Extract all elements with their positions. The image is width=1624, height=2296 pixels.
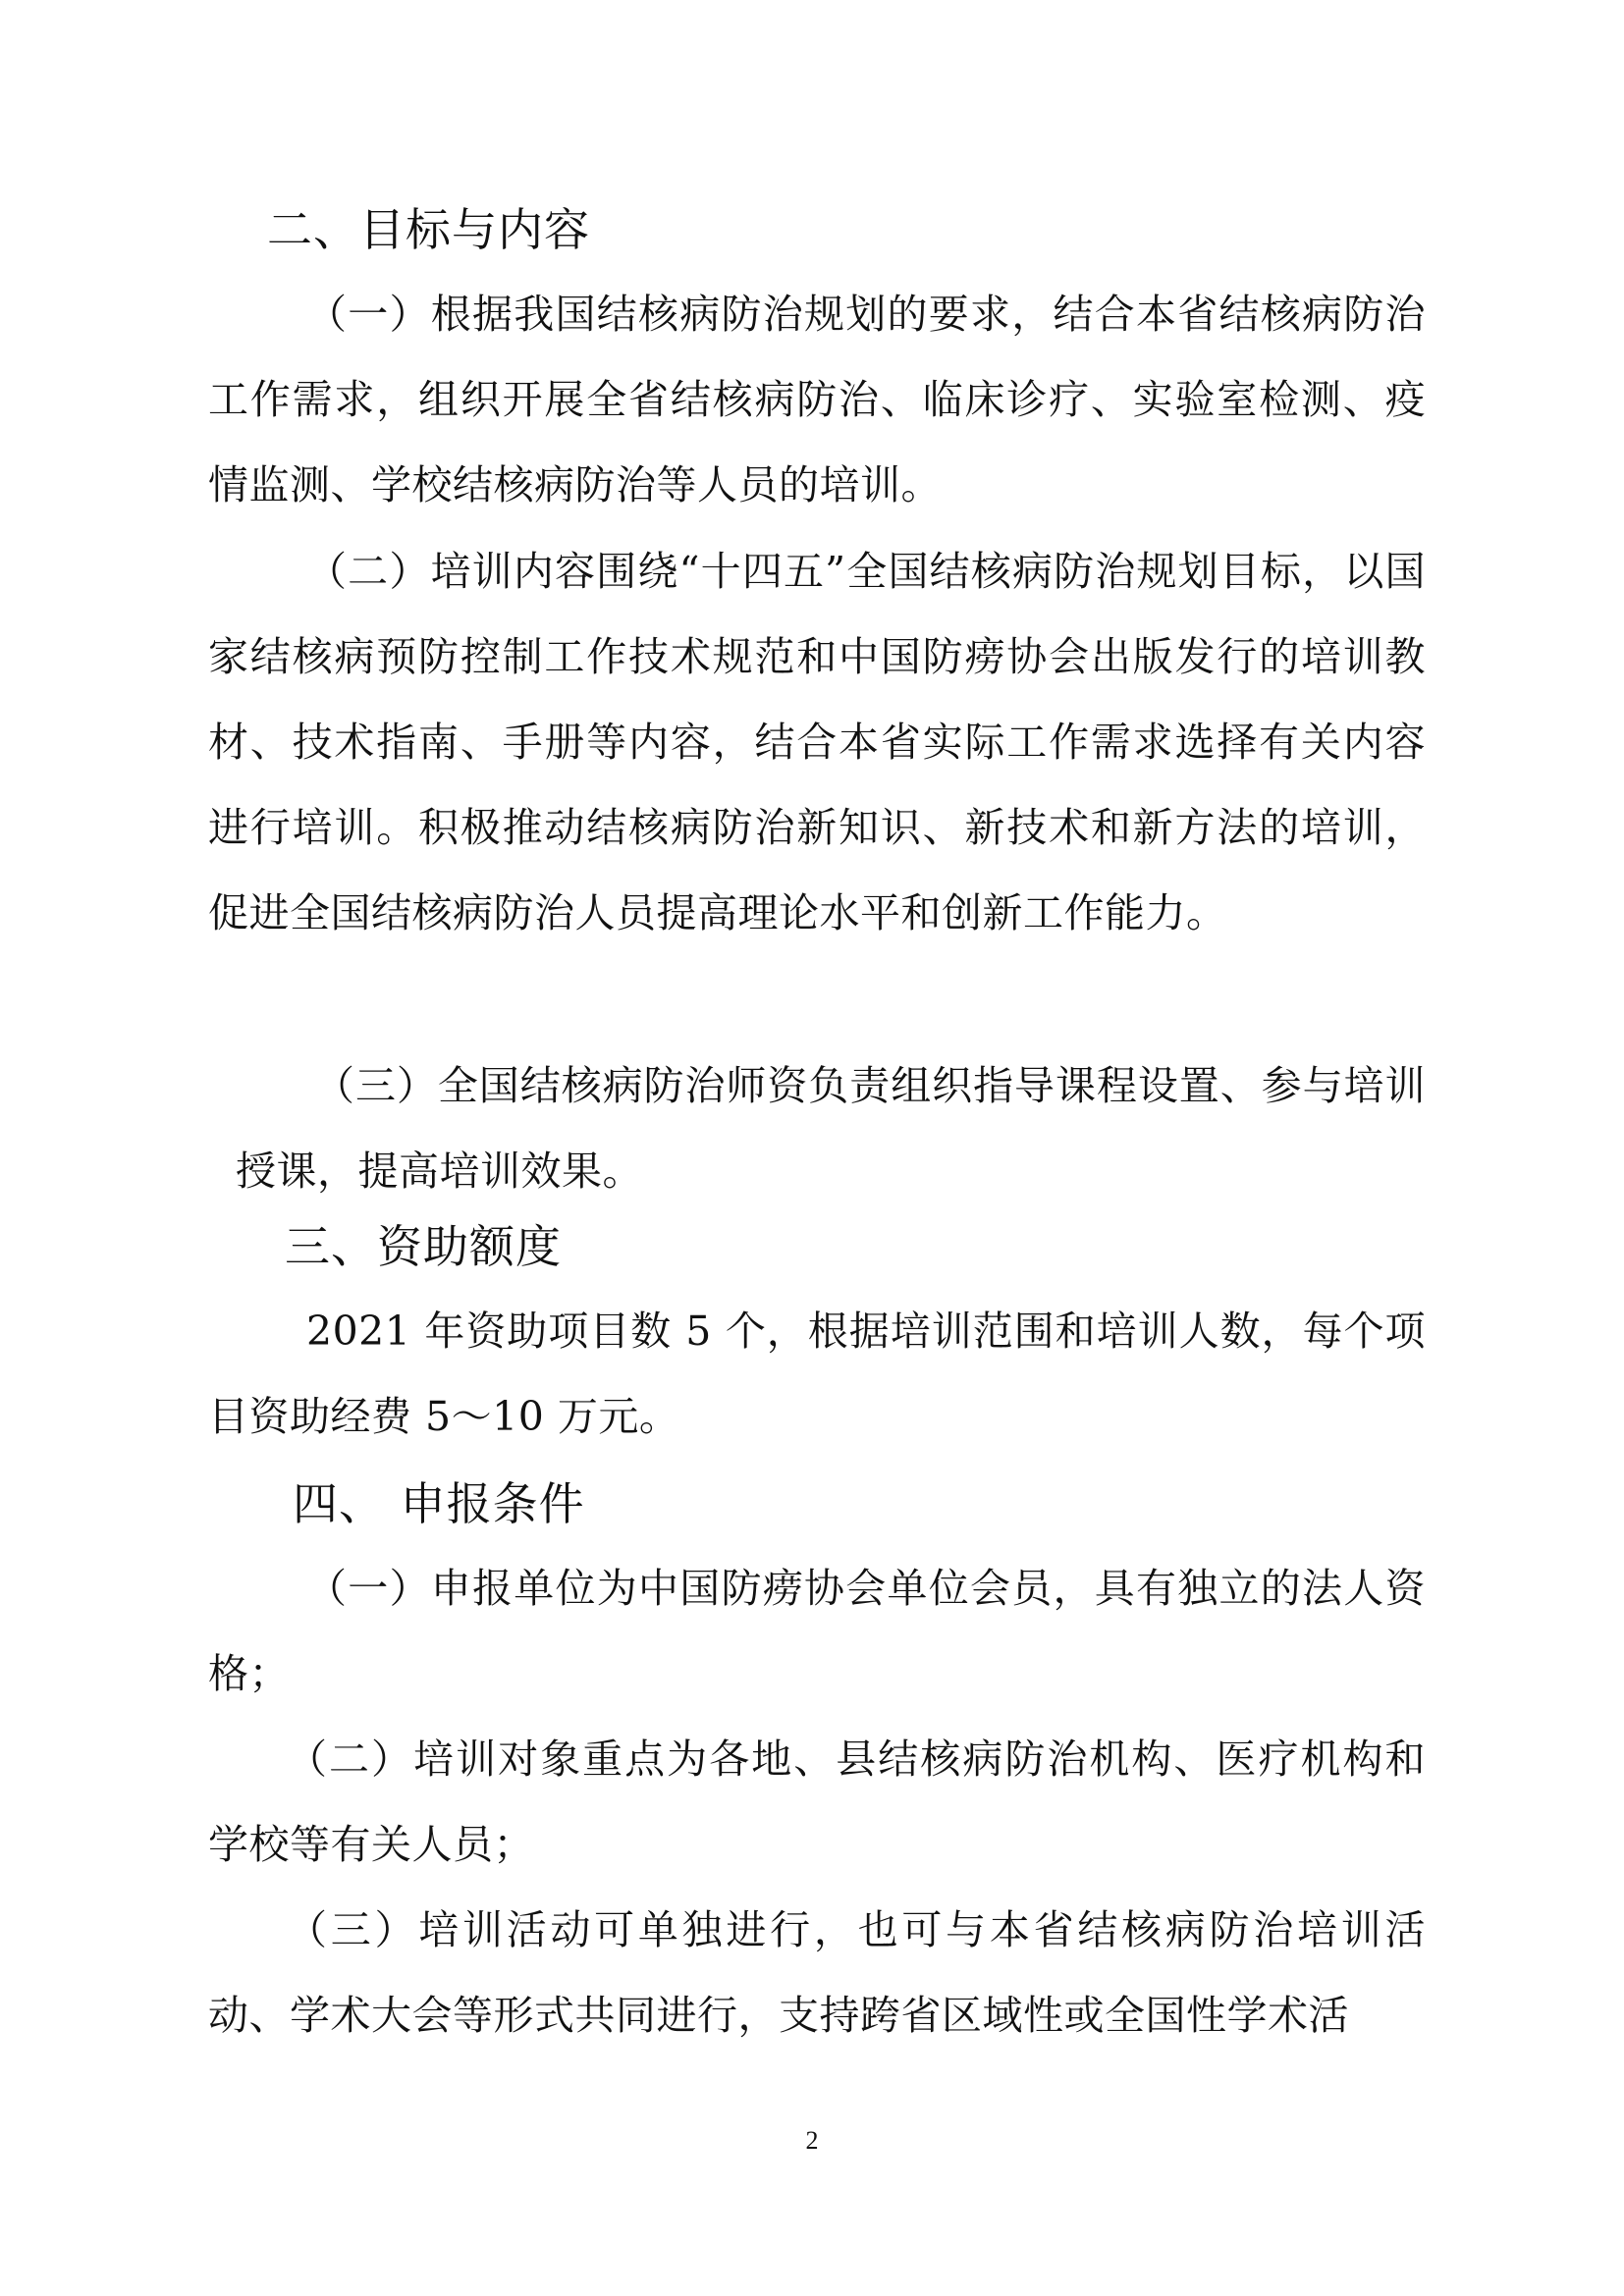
paragraph-goals-2: （二）培训内容围绕“十四五”全国结核病防治规划目标，以国家结核病预防控制工作技术规范和中国防痨协会出版发行的培训教材、技术指南、手册等内容，结合本省实际工作需求选择有关内容进行培训。积极推动结核病防治新知识、新技术和新方法的培训，促进全国结核病防治人员提高理论水平和创新工作能力。 — [208, 548, 1426, 936]
section-heading-goals: 二、目标与内容 — [267, 203, 590, 256]
paragraph-goals-1: （一）根据我国结核病防治规划的要求，结合本省结核病防治工作需求，组织开展全省结核病防治、临床诊疗、实验室检测、疫情监测、学校结核病防治等人员的培训。 — [208, 291, 1426, 508]
paragraph-goals-3: （三）全国结核病防治师资负责组织指导课程设置、参与培训授课，提高培训效果。 — [236, 1062, 1426, 1195]
section-heading-funding: 三、资助额度 — [285, 1220, 562, 1273]
section-heading-conditions: 四、 申报条件 — [293, 1477, 585, 1530]
paragraph-conditions-2: （二）培训对象重点为各地、县结核病防治机构、医疗机构和学校等有关人员； — [208, 1735, 1426, 1868]
paragraph-conditions-1: （一）申报单位为中国防痨协会单位会员，具有独立的法人资格； — [208, 1565, 1426, 1697]
paragraph-conditions-3: （三）培训活动可单独进行，也可与本省结核病防治培训活动、学术大会等形式共同进行，支持跨省区域性或全国性学术活 — [208, 1906, 1426, 2039]
page-number: 2 — [805, 2126, 819, 2155]
paragraph-funding-1: 2021 年资助项目数 5 个，根据培训范围和培训人数，每个项目资助经费 5～10 万元。 — [208, 1308, 1426, 1440]
